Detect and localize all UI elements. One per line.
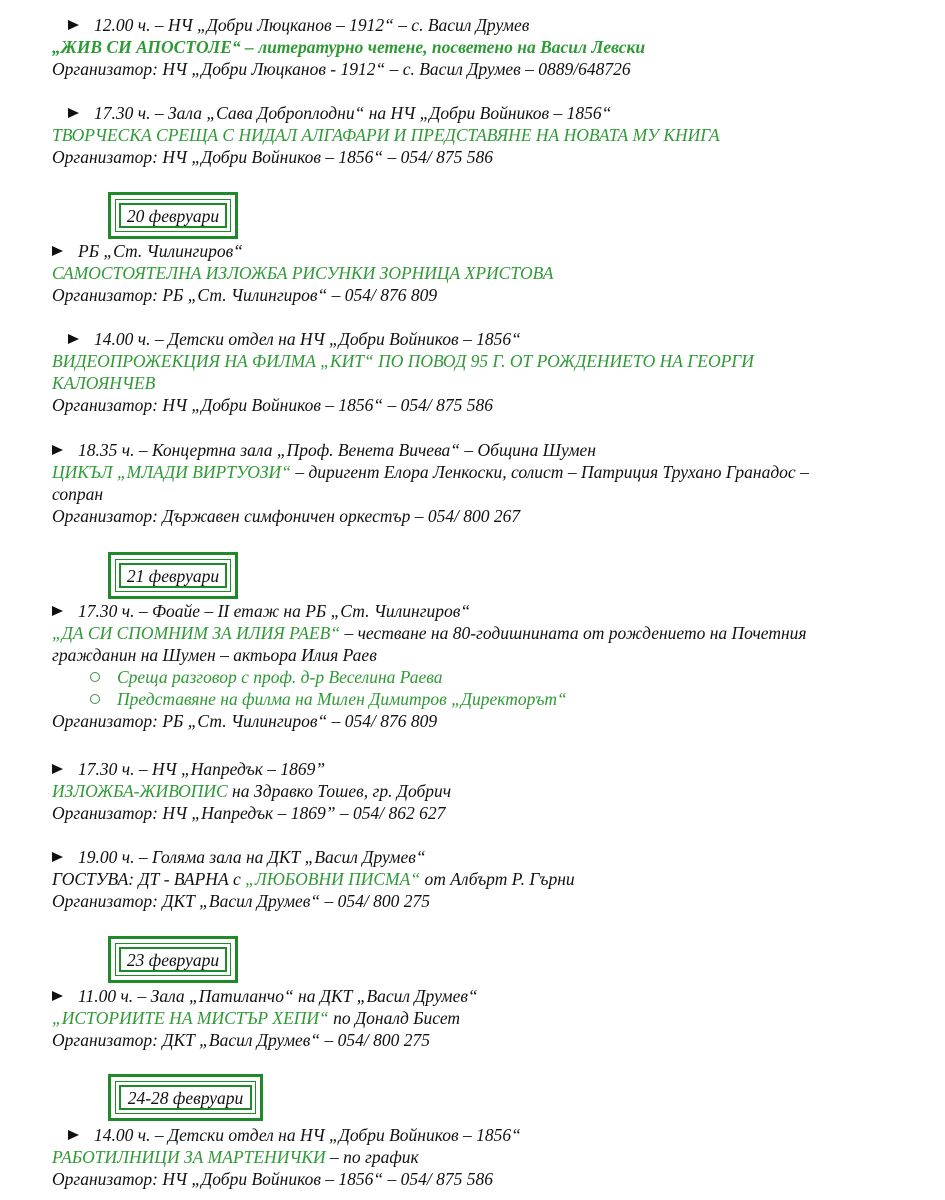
event-time: 14.00 ч. – Детски отдел на НЧ „Добри Войников – 1856“	[68, 1124, 895, 1146]
event-organizer: Организатор: РБ „Ст. Чилингиров“ – 054/ 876 809	[52, 711, 438, 731]
event-organizer: Организатор: НЧ „Добри Войников – 1856“ – 054/ 875 586	[52, 147, 494, 167]
event-organizer: Организатор: НЧ „Напредък – 1869” – 054/ 862 627	[52, 803, 446, 823]
event-time: 17.30 ч. – Зала „Сава Доброплодни“ на НЧ „Добри Войников – 1856“	[68, 102, 895, 124]
event-title: САМОСТОЯТЕЛНА ИЗЛОЖБА РИСУНКИ ЗОРНИЦА ХРИСТОВА	[52, 263, 554, 283]
event-organizer: Организатор: РБ „Ст. Чилингиров“ – 054/ 876 809	[52, 285, 438, 305]
event-title: ВИДЕОПРОЖЕКЦИЯ НА ФИЛМА „КИТ“ ПО ПОВОД 95 Г. ОТ РОЖДЕНИЕТО НА ГЕОРГИ	[52, 351, 754, 371]
event-time: 14.00 ч. – Детски отдел на НЧ „Добри Войников – 1856“	[68, 328, 895, 350]
event-time: 12.00 ч. – НЧ „Добри Люцканов – 1912“ – с. Васил Друмев	[68, 14, 895, 36]
date-header	[108, 552, 238, 599]
event-organizer: Организатор: НЧ „Добри Войников – 1856“ – 054/ 875 586	[52, 395, 494, 415]
event-organizer: Организатор: Държавен симфоничен оркестър – 054/ 800 267	[52, 506, 521, 526]
arrow-bullet-icon	[52, 991, 63, 1001]
event-title: РАБОТИЛНИЦИ ЗА МАРТЕНИЧКИ – по график	[52, 1147, 419, 1167]
event-time: РБ „Ст. Чилингиров“	[52, 240, 895, 262]
arrow-bullet-icon	[68, 1130, 79, 1140]
event-title: ЦИКЪЛ „МЛАДИ ВИРТУОЗИ“ – диригент Елора Ленкоски, солист – Патриция Трухано Гранадос –	[52, 462, 809, 482]
arrow-bullet-icon	[52, 445, 63, 455]
date-label: 23 февруари	[119, 947, 227, 972]
circle-bullet-icon	[90, 672, 100, 682]
event-title: ИЗЛОЖБА-ЖИВОПИС на Здравко Тошев, гр. Добрич	[52, 781, 452, 801]
event-title: „ДА СИ СПОМНИМ ЗА ИЛИЯ РАЕВ“ – честване на 80-годишнината от рождението на Почетния	[52, 623, 807, 643]
event-title: „ЖИВ СИ АПОСТОЛЕ“ – литературно четене, посветено на Васил Левски	[52, 37, 646, 57]
event-title-continued: гражданин на Шумен – актьора Илия Раев	[52, 645, 377, 665]
event-organizer: Организатор: НЧ „Добри Войников – 1856“ – 054/ 875 586	[52, 1169, 494, 1189]
arrow-bullet-icon	[68, 20, 79, 30]
date-label: 24-28 февруари	[119, 1085, 252, 1110]
arrow-bullet-icon	[52, 606, 63, 616]
date-header	[108, 192, 238, 239]
arrow-bullet-icon	[68, 334, 79, 344]
arrow-bullet-icon	[52, 246, 63, 256]
event-organizer: Организатор: ДКТ „Васил Друмев“ – 054/ 800 275	[52, 1030, 430, 1050]
event-time: 11.00 ч. – Зала „Патиланчо“ на ДКТ „Васил Друмев“	[52, 985, 895, 1007]
event-time: 17.30 ч. – НЧ „Напредък – 1869”	[52, 758, 895, 780]
date-label: 21 февруари	[119, 563, 227, 588]
arrow-bullet-icon	[52, 764, 63, 774]
event-title-continued: КАЛОЯНЧЕВ	[52, 373, 156, 393]
event-title: ГОСТУВА: ДТ - ВАРНА с „ЛЮБОВНИ ПИСМА“ от Албърт Р. Гърни	[52, 869, 575, 889]
event-organizer: Организатор: ДКТ „Васил Друмев“ – 054/ 800 275	[52, 891, 430, 911]
arrow-bullet-icon	[52, 852, 63, 862]
event-time: 18.35 ч. – Концертна зала „Проф. Венета Вичева“ – Община Шумен	[52, 439, 895, 461]
event-title: ТВОРЧЕСКА СРЕЩА С НИДАЛ АЛГАФАРИ И ПРЕДСТАВЯНЕ НА НОВАТА МУ КНИГА	[52, 125, 720, 145]
event-title-continued: сопран	[52, 484, 104, 504]
circle-bullet-icon	[90, 694, 100, 704]
event-title: „ИСТОРИИТЕ НА МИСТЪР ХЕПИ“ по Доналд Бисет	[52, 1008, 460, 1028]
sub-item: Среща разговор с проф. д-р Веселина Раева	[90, 666, 443, 688]
date-label: 20 февруари	[119, 203, 227, 228]
sub-item: Представяне на филма на Милен Димитров „Директорът“	[90, 688, 567, 710]
date-header	[108, 936, 238, 983]
date-header	[108, 1074, 263, 1121]
event-organizer: Организатор: НЧ „Добри Люцканов - 1912“ – с. Васил Друмев – 0889/648726	[52, 59, 631, 79]
event-time: 19.00 ч. – Голяма зала на ДКТ „Васил Друмев“	[52, 846, 895, 868]
arrow-bullet-icon	[68, 108, 79, 118]
event-time: 17.30 ч. – Фоайе – II етаж на РБ „Ст. Чилингиров“	[52, 600, 895, 622]
